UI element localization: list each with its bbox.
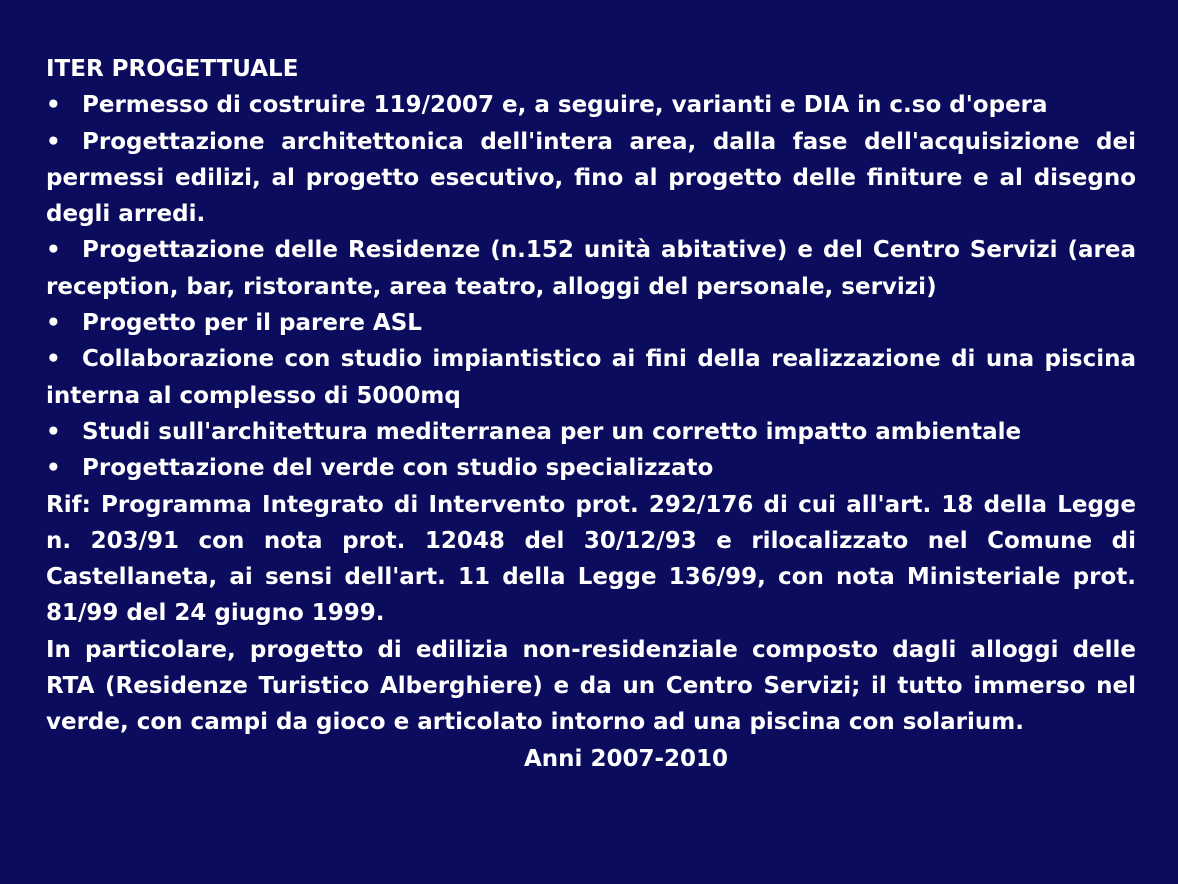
- reference-paragraph: Rif: Programma Integrato di Intervento prot. 292/176 di cui all'art. 18 della Legge n. 203/91 con nota prot. 12048 del 30/12/93 e rilocalizzato nel Comune di Castellaneta, ai sensi dell'art. 11 della Legge 136/99, con nota Ministeriale prot. 81/99 del 24 giugno 1999.: [46, 491, 1136, 627]
- bullet-icon: •: [46, 128, 61, 155]
- bullet-item: [46, 341, 1136, 414]
- bullet-item: [46, 232, 1136, 305]
- bullet-icon: •: [46, 418, 61, 445]
- bullet-icon: •: [46, 237, 61, 264]
- bullet-text: Progettazione delle Residenze (n.152 unità abitative) e del Centro Servizi (area reception, bar, ristorante, area teatro, alloggi del personale, servizi): [46, 237, 1136, 300]
- bullet-item: [46, 414, 1136, 450]
- bullet-item: [46, 450, 1136, 486]
- bullet-text: Collaborazione con studio impiantistico ai fini della realizzazione di una piscina interna al complesso di 5000mq: [46, 346, 1136, 409]
- section-heading: ITER PROGETTUALE: [46, 56, 299, 82]
- bullet-item: [46, 124, 1136, 233]
- bullet-text: Permesso di costruire 119/2007 e, a seguire, varianti e DIA in c.so d'opera: [82, 92, 1048, 119]
- bullet-list: [46, 87, 1136, 486]
- years-label: Anni 2007-2010: [524, 745, 729, 772]
- bullet-item: [46, 305, 1136, 341]
- bullet-icon: •: [46, 92, 61, 119]
- bullet-item: [46, 87, 1136, 123]
- bullet-text: Progettazione del verde con studio specializzato: [82, 455, 714, 482]
- bullet-text: Progetto per il parere ASL: [82, 310, 422, 337]
- bullet-icon: •: [46, 310, 61, 337]
- bullet-icon: •: [46, 346, 61, 373]
- description-paragraph: In particolare, progetto di edilizia non-residenziale composto dagli alloggi delle RTA (Residenze Turistico Alberghiere) e da un Centro Servizi; il tutto immerso nel verde, con campi da gioco e articolato intorno ad una piscina con solarium.: [46, 636, 1136, 736]
- bullet-text: Progettazione architettonica dell'intera area, dalla fase dell'acquisizione dei permessi edilizi, al progetto esecutivo, fino al progetto delle finiture e al disegno degli arredi.: [46, 128, 1136, 228]
- bullet-text: Studi sull'architettura mediterranea per un corretto impatto ambientale: [82, 418, 1022, 445]
- slide-content: [46, 51, 1136, 777]
- bullet-icon: •: [46, 455, 61, 482]
